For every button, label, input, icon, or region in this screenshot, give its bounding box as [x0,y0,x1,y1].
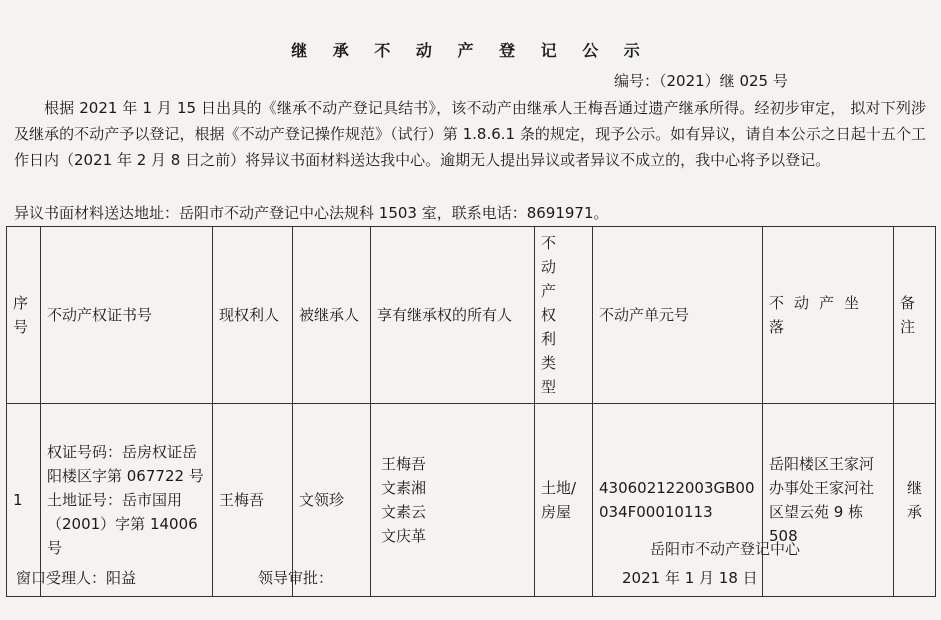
header-current-owner: 现权利人 [213,227,293,404]
issuing-organization: 岳阳市不动产登记中心 [650,540,801,558]
header-seq: 序号 [7,227,41,404]
heir-name: 文素湘 [381,479,427,497]
header-remarks: 备注 [894,227,936,404]
header-decedent: 被继承人 [293,227,371,404]
header-heirs: 享有继承权的所有人 [371,227,535,404]
header-cert-no: 不动产权证书号 [41,227,213,404]
cell-right-type: 土地/房屋 [535,404,593,597]
table-row [7,404,936,597]
window-clerk: 窗口受理人：阳益 [16,569,137,587]
cell-seq: 1 [7,404,41,597]
table-header-row [7,227,936,404]
cell-decedent: 文领珍 [293,404,371,597]
heir-name: 王梅吾 [381,455,427,473]
header-right-type: 不动产权利类型 [535,227,593,404]
issue-date: 2021 年 1 月 18 日 [622,569,758,587]
cell-unit-no: 430602122003GB00034F00010113 [593,404,763,597]
cell-heirs [371,404,535,597]
cell-current-owner: 王梅吾 [213,404,293,597]
cell-location: 岳阳楼区王家河办事处王家河社区望云苑 9 栋 508 [763,404,894,597]
header-location: 不动产坐落 [763,227,894,404]
cert-land-number: 土地证号：岳市国用（2001）字第 14006 号 [47,491,198,557]
cert-property-number: 权证号码：岳房权证岳阳楼区字第 067722 号 [47,443,204,485]
heir-name: 文素云 [381,503,427,521]
notice-title: 继 承 不 动 产 登 记 公 示 [291,41,650,60]
notice-body-paragraph: 根据 2021 年 1 月 15 日出具的《继承不动产登记具结书》，该不动产由继承人王梅吾通过遗产继承所得。经初步审定， 拟对下列涉及继承的不动产予以登记，根据《不动产登记操作规范》（试行）第 1.8.6.1 条的规定，现予公示。如有异议，请自本公示之日起十五个工作日内（2021 年 2 月 8 日之前）将异议书面材料送达我中心。逾期无人提出异议或者异议不成立的，我中心将予以登记。 [14,99,926,169]
heir-name: 文庆革 [381,527,427,545]
objection-address: 异议书面材料送达地址：岳阳市不动产登记中心法规科 1503 室，联系电话：8691971。 [14,204,609,222]
cell-remarks: 继承 [894,404,936,597]
header-unit-no: 不动产单元号 [593,227,763,404]
document-number: 编号：（2021）继 025 号 [614,72,788,90]
leader-approval: 领导审批： [258,569,334,587]
